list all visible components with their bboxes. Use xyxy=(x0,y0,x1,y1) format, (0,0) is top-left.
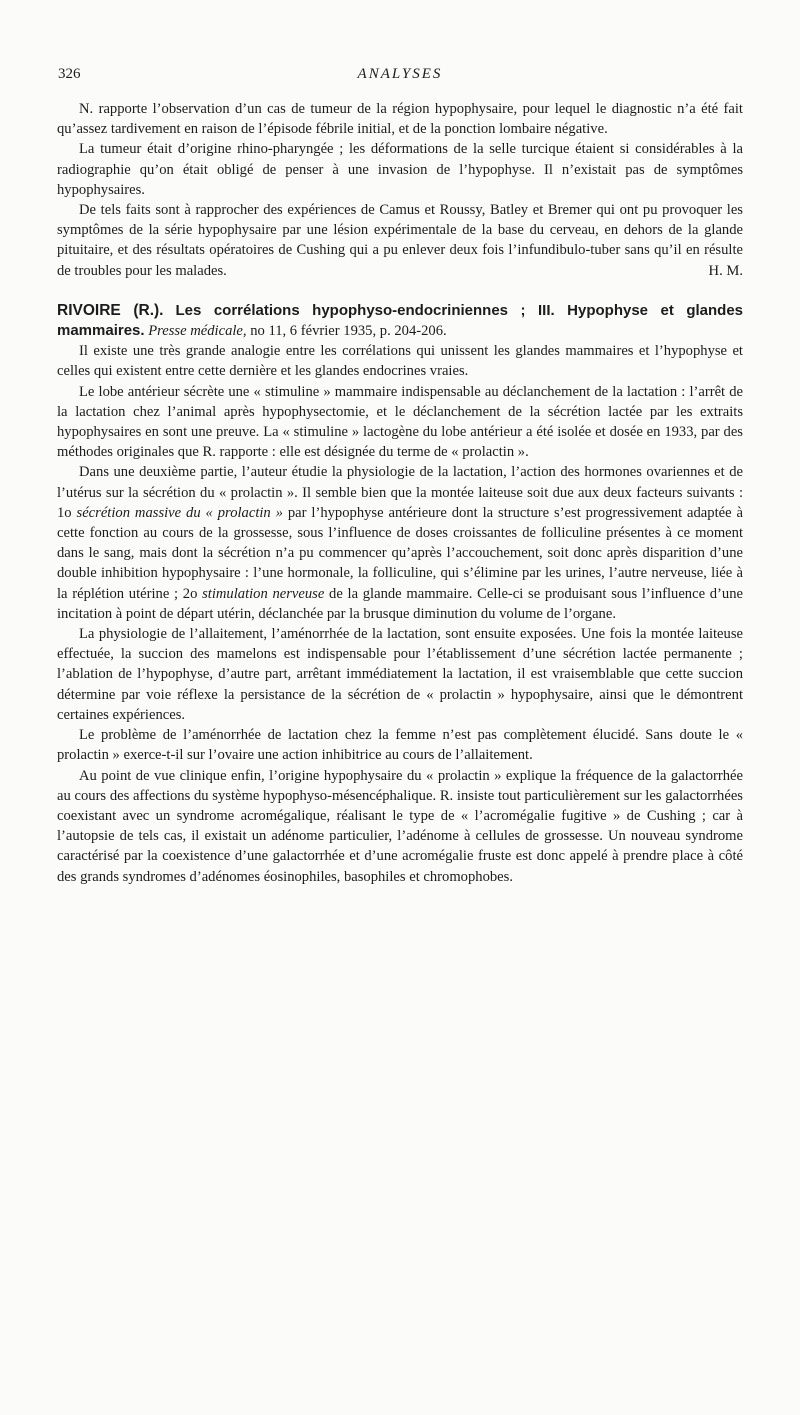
reviewer-signature: H. M. xyxy=(708,262,743,279)
intro-paragraph-2: La tumeur était d’origine rhino-pharyngée ; les déformations de la selle turcique étaient si considérables à la radiographie qu’on était obligé de penser à une invasion de l’hypophyse. Il n’existait pas de symptômes hypophysaires. xyxy=(57,141,743,198)
paragraph-3-part-c: de la glande mammaire. Celle-ci se produisant sous l’influence d’une incitation à point de départ utérin, déclanchée par la brusque diminution du volume de l’organe. xyxy=(57,585,743,622)
intro-paragraph-3-text: De tels faits sont à rapprocher des expériences de Camus et Roussy, Batley et Bremer qui ont pu provoquer les symptômes de la série hypophysaire par une lésion expérimentale de la base du cerveau, en dehors de la glande pituitaire, et des résultats opératoires de Cushing qui a pu enlever deux fois l’infundibulo-tuber sans qu’il en résulte de troubles pour les malades. xyxy=(57,202,743,279)
entry-journal: Presse médicale, xyxy=(148,323,247,340)
paragraph-3-part-a: Dans une deuxième partie, l’auteur étudie la physiologie de la lactation, l’action des hormones ovariennes et de l’utérus sur la sécrétion du « prolactin ». Il semble bien que la montée laiteuse soit due aux deux facteurs suivants : 1o xyxy=(57,464,743,521)
entry-paragraph-4: La physiologie de l’allaitement, l’aménorrhée de la lactation, sont ensuite exposées. Une fois la montée laiteuse effectuée, la succion des mamelons est indispensable pour l’établissement d’une sécrétion lactée permanente ; l’ablation de l’hypophyse, d’autre part, arrêtant immédiatement la lactation, il est vraisemblable que cette succion détermine par voie réflexe la persistance de la sécrétion de « prolactin » hypophysaire, ainsi que le démontrent certaines expériences. xyxy=(57,626,743,723)
entry-author: RIVOIRE (R.). xyxy=(57,301,164,319)
entry-paragraph-5: Le problème de l’aménorrhée de lactation chez la femme n’est pas complètement élucidé. Sans doute le « prolactin » exerce-t-il sur l’ovaire une action inhibitrice au cours de l’allaitement. xyxy=(57,727,743,764)
paragraph-3-emphasis-2: stimulation nerveuse xyxy=(202,585,325,602)
entry-paragraph-3 xyxy=(57,462,743,624)
page-header xyxy=(58,66,742,88)
entry-citation: no 11, 6 février 1935, p. 204-206. xyxy=(250,323,447,340)
page-number: 326 xyxy=(58,66,81,82)
paragraph-3-emphasis-1: sécrétion massive du « prolactin » xyxy=(76,504,283,521)
intro-paragraph-1: N. rapporte l’observation d’un cas de tumeur de la région hypophysaire, pour lequel le diagnostic n’a été fait qu’assez tardivement en raison de l’épisode fébrile initial, et de la ponction lombaire négative. xyxy=(57,101,743,138)
page-body xyxy=(57,99,743,887)
entry-title: Les corrélations hypophyso-endocriniennes ; III. Hypophyse et glandes mammaires. xyxy=(57,301,744,340)
running-head: ANALYSES xyxy=(357,66,443,82)
entry-heading xyxy=(57,301,743,341)
paragraph-3-part-b: par l’hypophyse antérieure dont la structure s’est progressivement adaptée à cette fonction au cours de la grossesse, sous l’influence de doses croissantes de folliculine présentes à ce moment dans le sang, mais dont la sécrétion n’a pu commencer qu’après l’accouchement, soit donc après disparition d’une double inhibition hypophysaire : l’une hormonale, la folliculine, qui s’élimine par les urines, l’autre nerveuse, liée à la réplétion utérine ; 2o xyxy=(57,504,743,602)
entry-paragraph-2: Le lobe antérieur sécrète une « stimuline » mammaire indispensable au déclanchement de la lactation : l’arrêt de la lactation chez l’animal après hypophysectomie, et le déclanchement de la sécrétion lactée par les extraits hypophysaires en sont une preuve. La « stimuline » lactogène du lobe antérieur a été isolée et dosée en 1933, par des méthodes originales que R. rapporte : elle est désignée du terme de « prolactin ». xyxy=(57,383,743,461)
entry-paragraph-6: Au point de vue clinique enfin, l’origine hypophysaire du « prolactin » explique la fréquence de la galactorrhée au cours des affections du système hypophyso-mésencéphalique. R. insiste tout particulièrement sur les galactorrhées coexistant avec un syndrome acromégalique, réalisant le type de « l’acromégalie fugitive » de Cushing ; car à l’autopsie de tels cas, il existait un adénome particulier, l’adénome à cellules de grossesse. Un nouveau syndrome caractérisé par la coexistence d’une galactorrhée et d’une acromégalie fruste est donc appelé à prendre place à côté des grands syndromes d’adénomes éosinophiles, basophiles et chromophobes. xyxy=(57,767,743,885)
entry-paragraph-1: Il existe une très grande analogie entre les corrélations qui unissent les glandes mammaires et l’hypophyse et celles qui existent entre cette dernière et les glandes endocrines vraies. xyxy=(57,343,743,380)
intro-paragraph-3 xyxy=(57,200,743,281)
